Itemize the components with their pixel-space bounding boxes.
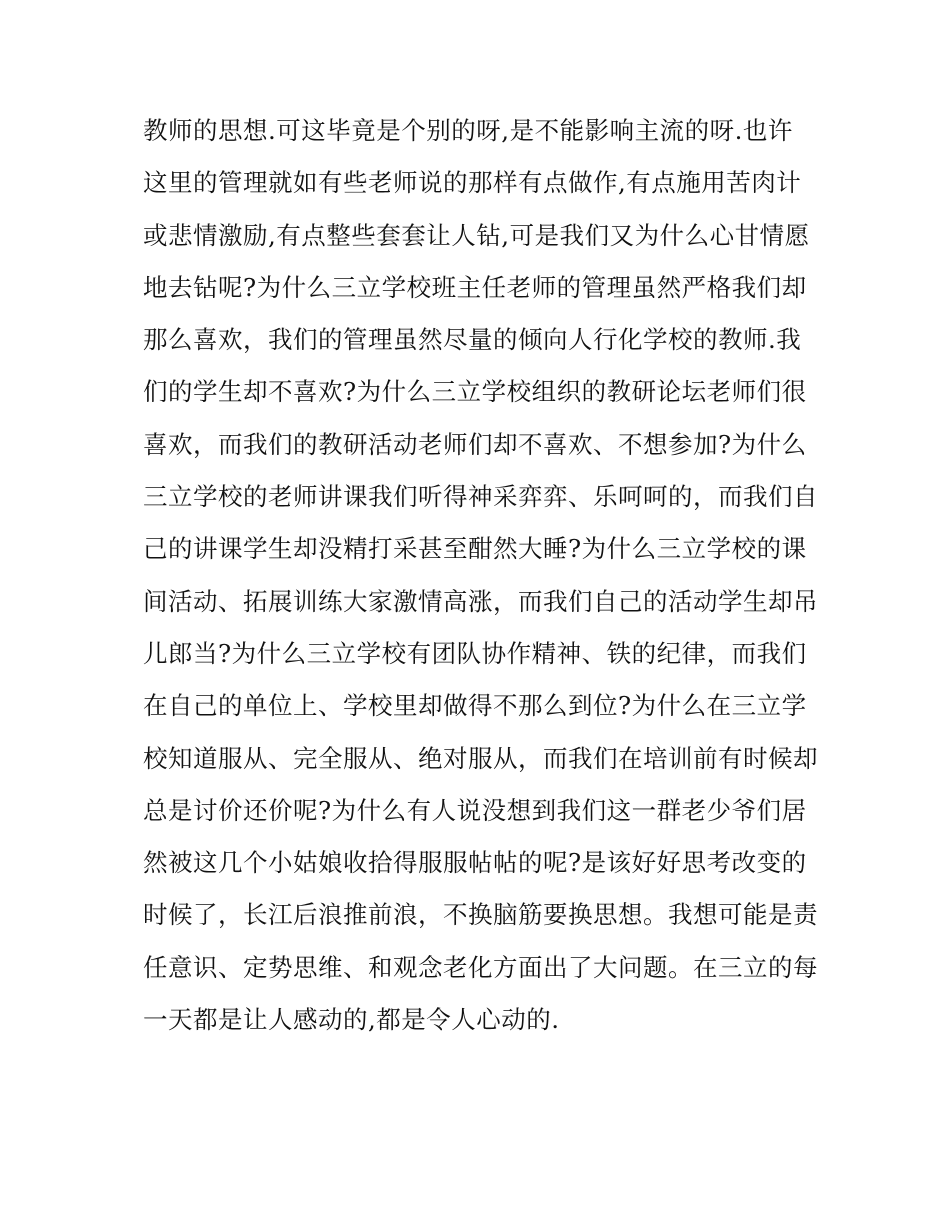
text-line-4: 地去钻呢?为什么三立学校班主任老师的管理虽然严格我们却 — [143, 272, 807, 302]
text-line-8: 三立学校的老师讲课我们听得神采弈弈、乐呵呵的，而我们自 — [143, 482, 818, 512]
text-line-14: 总是讨价还价呢?为什么有人说没想到我们这一群老少爷们居 — [143, 795, 807, 825]
text-line-1: 教师的思想.可这毕竟是个别的呀,是不能影响主流的呀.也许 — [143, 116, 793, 145]
text-line-15: 然被这几个小姑娘收拾得服服帖帖的呢?是该好好思考改变的 — [143, 848, 807, 878]
text-line-13: 校知道服从、完全服从、绝对服从，而我们在培训前有时候却 — [143, 743, 818, 773]
body-paragraph — [143, 105, 823, 1046]
text-line-12: 在自己的单位上、学校里却做得不那么到位?为什么在三立学 — [143, 691, 807, 721]
text-line-7: 喜欢，而我们的教研活动老师们却不喜欢、不想参加?为什么 — [143, 429, 807, 459]
text-line-10: 间活动、拓展训练大家激情高涨，而我们自己的活动学生却吊 — [143, 586, 818, 616]
text-line-5: 那么喜欢，我们的管理虽然尽量的倾向人行化学校的教师.我 — [143, 325, 802, 355]
text-line-17: 任意识、定势思维、和观念老化方面出了大问题。在三立的每 — [143, 952, 818, 982]
text-line-18: 一天都是让人感动的,都是令人心动的. — [143, 1005, 560, 1035]
text-line-2: 这里的管理就如有些老师说的那样有点做作,有点施用苦肉计 — [143, 168, 802, 198]
text-line-11: 儿郎当?为什么三立学校有团队协作精神、铁的纪律，而我们 — [143, 638, 807, 668]
text-line-6: 们的学生却不喜欢?为什么三立学校组织的教研论坛老师们很 — [143, 377, 807, 407]
text-line-3: 或悲情激励,有点整些套套让人钻,可是我们又为什么心甘情愿 — [143, 220, 810, 250]
text-line-9: 己的讲课学生却没精打采甚至酣然大睡?为什么三立学校的课 — [143, 534, 807, 564]
text-line-16: 时候了，长江后浪推前浪，不换脑筋要换思想。我想可能是责 — [143, 900, 818, 930]
